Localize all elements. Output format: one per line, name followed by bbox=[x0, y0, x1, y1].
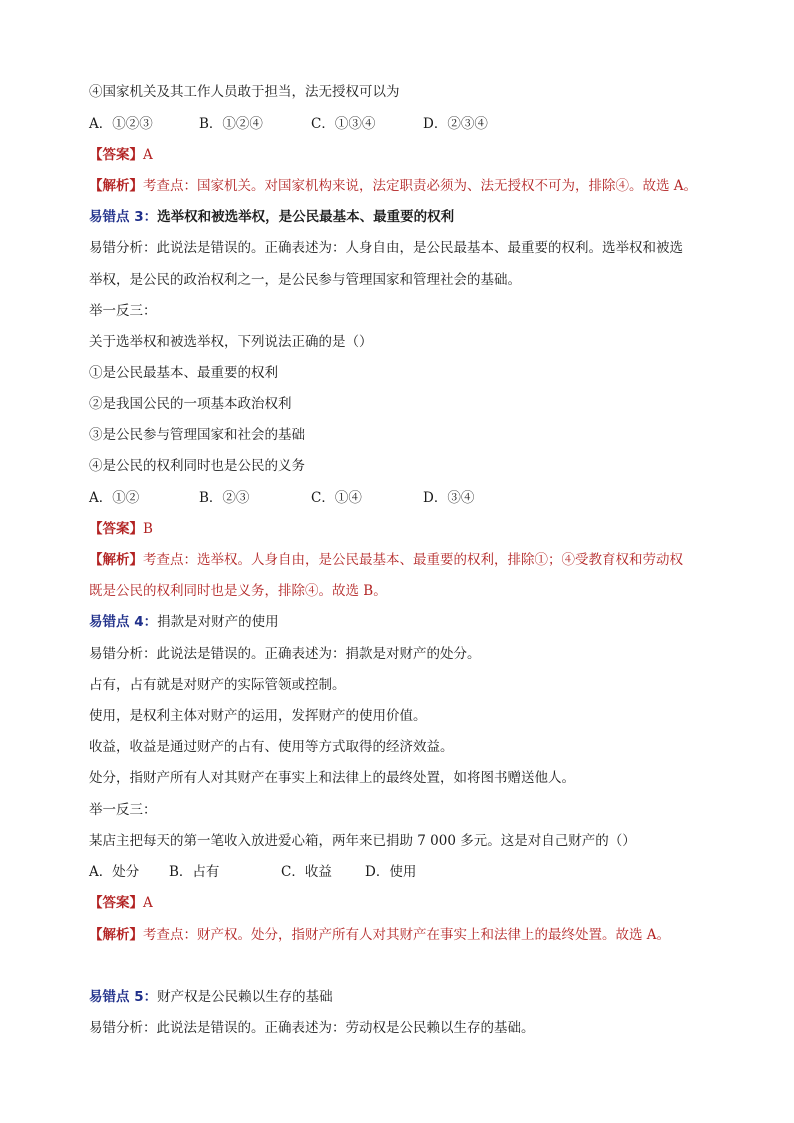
choice-a: A．处分 bbox=[89, 864, 140, 880]
explanation-text: 考查点：选举权。人身自由，是公民最基本、最重要的权利，排除①；④受教育权和劳动权 bbox=[143, 552, 683, 568]
analysis-line: 举权，是公民的政治权利之一，是公民参与管理国家和管理社会的基础。 bbox=[89, 272, 521, 288]
definition-line: 处分，指财产所有人对其财产在事实上和法律上的最终处置，如将图书赠送他人。 bbox=[89, 770, 575, 786]
explanation-tag: 【解析】 bbox=[89, 178, 143, 194]
mistake-title: 财产权是公民赖以生存的基础 bbox=[157, 989, 333, 1005]
statement-4: ④是公民的权利同时也是公民的义务 bbox=[89, 458, 305, 474]
choice-c: C．①③④ bbox=[311, 116, 376, 132]
mistake-title: 选举权和被选举权，是公民最基本、最重要的权利 bbox=[157, 209, 455, 225]
explanation-text: 考查点：国家机关。对国家机构来说，法定职责必须为、法无授权不可为，排除④。故选 A。 bbox=[143, 178, 698, 194]
mistake-heading-4 bbox=[89, 612, 724, 632]
answer-line bbox=[89, 893, 724, 913]
choice-d: D．②③④ bbox=[423, 116, 488, 132]
answer-line bbox=[89, 519, 724, 539]
practice-heading: 举一反三： bbox=[89, 802, 157, 818]
explanation-tag: 【解析】 bbox=[89, 552, 143, 568]
definition-line: 使用，是权利主体对财产的运用，发挥财产的使用价值。 bbox=[89, 708, 427, 724]
answer-value: A bbox=[143, 147, 153, 163]
choice-d: D．③④ bbox=[423, 490, 475, 506]
choice-c: C．①④ bbox=[311, 490, 362, 506]
answer-value: B bbox=[143, 521, 153, 537]
explanation-line bbox=[89, 550, 724, 570]
answer-tag: 【答案】 bbox=[89, 895, 143, 911]
mistake-label: 易错点 4： bbox=[89, 614, 158, 630]
explanation-line bbox=[89, 925, 724, 945]
answer-tag: 【答案】 bbox=[89, 147, 143, 163]
choice-b: B．②③ bbox=[199, 490, 250, 506]
choice-a: A．①② bbox=[89, 490, 140, 506]
mistake-heading-3 bbox=[89, 207, 724, 227]
statement-3: ③是公民参与管理国家和社会的基础 bbox=[89, 427, 305, 443]
question-text: 某店主把每天的第一笔收入放进爱心箱，两年来已捐助 7 000 多元。这是对自己财产的（） bbox=[89, 833, 636, 849]
option-statement-4: ④国家机关及其工作人员敢于担当，法无授权可以为 bbox=[89, 84, 400, 100]
choice-d: D．使用 bbox=[365, 864, 417, 880]
explanation-text: 考查点：财产权。处分，指财产所有人对其财产在事实上和法律上的最终处置。故选 A。 bbox=[143, 927, 671, 943]
mistake-label: 易错点 5： bbox=[89, 989, 158, 1005]
analysis-line: 易错分析：此说法是错误的。正确表述为：劳动权是公民赖以生存的基础。 bbox=[89, 1020, 535, 1036]
mistake-title: 捐款是对财产的使用 bbox=[157, 614, 279, 630]
mistake-heading-5 bbox=[89, 987, 724, 1007]
definition-line: 占有，占有就是对财产的实际管领或控制。 bbox=[89, 677, 346, 693]
choice-b: B．①②④ bbox=[199, 116, 263, 132]
answer-line bbox=[89, 145, 724, 165]
definition-line: 收益，收益是通过财产的占有、使用等方式取得的经济效益。 bbox=[89, 739, 454, 755]
choice-c: C．收益 bbox=[281, 864, 332, 880]
answer-value: A bbox=[143, 895, 153, 911]
mistake-label: 易错点 3： bbox=[89, 209, 158, 225]
question-text: 关于选举权和被选举权，下列说法正确的是（） bbox=[89, 334, 373, 350]
choice-a: A．①②③ bbox=[89, 116, 153, 132]
choice-b: B．占有 bbox=[169, 864, 220, 880]
statement-1: ①是公民最基本、最重要的权利 bbox=[89, 365, 278, 381]
explanation-text: 既是公民的权利同时也是义务，排除④。故选 B。 bbox=[89, 583, 387, 599]
answer-tag: 【答案】 bbox=[89, 521, 143, 537]
statement-2: ②是我国公民的一项基本政治权利 bbox=[89, 396, 292, 412]
explanation-tag: 【解析】 bbox=[89, 927, 143, 943]
practice-heading: 举一反三： bbox=[89, 303, 157, 319]
analysis-line: 易错分析：此说法是错误的。正确表述为：捐款是对财产的处分。 bbox=[89, 646, 481, 662]
analysis-line: 易错分析：此说法是错误的。正确表述为：人身自由，是公民最基本、最重要的权利。选举权和被选 bbox=[89, 240, 683, 256]
explanation-line bbox=[89, 176, 724, 196]
